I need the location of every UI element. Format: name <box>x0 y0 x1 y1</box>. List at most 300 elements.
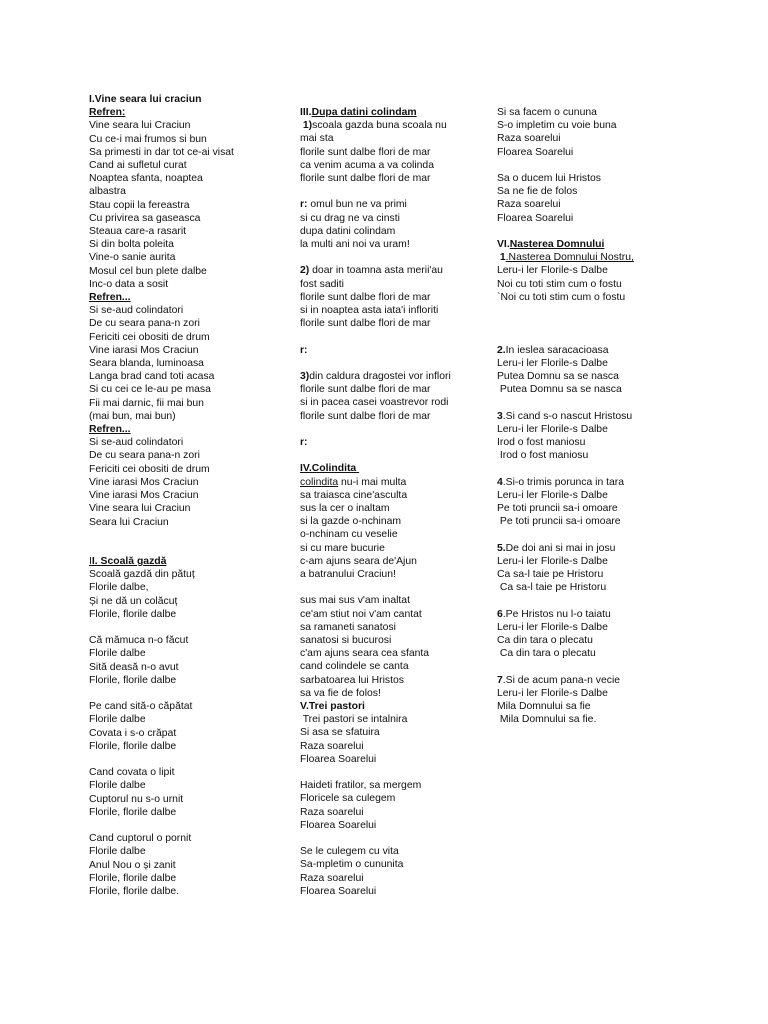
text-run: .Si de acum pana-n vecie <box>502 674 621 686</box>
text-run: sanatosi si bucurosi <box>300 635 392 647</box>
text-run: si cu drag ne va cinsti <box>300 212 400 224</box>
lyric-line <box>497 502 667 515</box>
lyric-line <box>89 634 289 647</box>
text-run: Florile, florile dalbe. <box>89 886 180 898</box>
lyric-line <box>89 185 289 198</box>
lyric-line <box>89 106 289 119</box>
text-run: si cu mare bucurie <box>300 542 385 554</box>
text-run: Noi cu toti stim cum o fostu <box>497 278 622 290</box>
text-run: ca venim acuma a va colinda <box>300 159 434 171</box>
lyric-line <box>497 264 667 277</box>
lyric-line <box>89 212 289 225</box>
text-run: Floarea Soarelui <box>300 885 377 897</box>
text-run: 1 <box>497 252 506 264</box>
text-run: Raza soarelui <box>300 740 364 752</box>
text-run: Si din bolta poleita <box>89 239 174 251</box>
lyric-line <box>300 753 475 766</box>
text-run: I.Vine seara lui craciun <box>89 94 202 105</box>
lyric-line <box>497 410 667 423</box>
lyric-line <box>89 251 289 264</box>
text-run: sa ramaneti sanatosi <box>300 621 396 633</box>
text-run: ce'am stiut noi v'am cantat <box>300 608 422 620</box>
text-run: Florile, florile dalbe <box>89 806 177 818</box>
text-run: Florile dalbe, <box>89 582 149 594</box>
text-run: doar in toamna asta merii'au <box>309 265 443 277</box>
lyric-line <box>89 489 289 502</box>
text-run: Vine-o sanie aurita <box>89 252 176 264</box>
text-run: 2) <box>300 265 310 277</box>
lyric-line <box>89 93 289 106</box>
lyric-line <box>89 568 289 581</box>
blank-line <box>300 449 475 462</box>
text-run: Steaua care-a rasarit <box>89 226 187 238</box>
lyric-line <box>89 779 289 792</box>
text-run: Vine iarasi Mos Craciun <box>89 476 199 488</box>
text-run: `Noi cu toti stim cum o fostu <box>497 291 626 303</box>
lyric-line <box>497 568 667 581</box>
text-run: Florile dalbe <box>89 780 146 792</box>
lyric-line <box>89 304 289 317</box>
lyric-line <box>497 185 667 198</box>
blank-line <box>497 594 667 607</box>
text-run: dupa datini colindam <box>300 225 396 237</box>
lyric-line <box>300 845 475 858</box>
text-run: Inc-o data a sosit <box>89 278 169 290</box>
blank-line <box>497 317 667 330</box>
lyric-line <box>300 647 475 660</box>
text-run: Leru-i ler Florile-s Dalbe <box>497 357 608 369</box>
lyric-line <box>300 106 475 119</box>
text-run: Cu ce-i mai frumos si bun <box>89 133 207 145</box>
lyric-line <box>89 476 289 489</box>
text-run: cand colindele se canta <box>300 661 409 673</box>
lyric-line <box>300 713 475 726</box>
text-run: Mila Domnului sa fie. <box>497 714 597 726</box>
text-run: Raza soarelui <box>300 872 364 884</box>
text-run: la multi ani noi va uram! <box>300 239 410 251</box>
lyric-line <box>300 304 475 317</box>
lyric-line <box>89 872 289 885</box>
lyric-line <box>497 647 667 660</box>
text-run: Cu privirea sa gaseasca <box>89 212 201 224</box>
lyric-line <box>497 106 667 119</box>
blank-line <box>300 423 475 436</box>
text-run: Florile, florile dalbe <box>89 674 177 686</box>
text-run: Pe cand sită-o căpătat <box>89 701 193 713</box>
text-run: sa va fie de folos! <box>300 687 381 699</box>
lyric-line <box>497 713 667 726</box>
text-run: c'am ajuns seara cea sfanta <box>300 648 430 660</box>
text-run: Florile dalbe <box>89 714 146 726</box>
lyric-line <box>89 806 289 819</box>
lyric-line <box>300 370 475 383</box>
lyric-line <box>300 621 475 634</box>
text-run: Cand ai sufletul curat <box>89 160 187 172</box>
text-run: Seara lui Craciun <box>89 516 169 528</box>
lyric-line <box>300 132 475 145</box>
text-run: din caldura dragostei vor inflori <box>309 371 451 382</box>
blank-line <box>497 159 667 172</box>
text-run: florile sunt dalbe flori de mar <box>300 318 431 330</box>
text-run: Refren: <box>89 107 126 119</box>
text-run: Vine iarasi Mos Craciun <box>89 344 199 356</box>
lyric-line <box>300 885 475 898</box>
lyric-line <box>89 225 289 238</box>
lyric-line <box>300 515 475 528</box>
lyric-line <box>89 317 289 330</box>
lyric-line <box>300 792 475 805</box>
text-run: Haideti fratilor, sa mergem <box>300 780 422 792</box>
text-run: c-am ajuns seara de'Ajun <box>300 555 417 567</box>
lyric-line <box>300 819 475 832</box>
blank-line <box>497 225 667 238</box>
lyric-line <box>497 383 667 396</box>
text-run: Raza soarelui <box>497 199 561 211</box>
lyric-line <box>89 199 289 212</box>
text-run: Ca sa-l taie pe Hristoru <box>497 582 607 594</box>
lyric-line <box>497 581 667 594</box>
text-run: Si cu cei ce le-au pe masa <box>89 384 211 396</box>
text-run: Si sa facem o cununa <box>497 107 597 118</box>
text-run: r: <box>300 199 308 211</box>
text-run: Cand covata o lipit <box>89 767 175 779</box>
text-run: III. <box>300 107 312 118</box>
text-run: Noaptea sfanta, noaptea <box>89 173 203 185</box>
blank-line <box>89 529 289 542</box>
text-run: 5. <box>497 542 506 554</box>
lyric-line <box>89 357 289 370</box>
lyric-line <box>89 172 289 185</box>
text-run: Putea Domnu sa se nasca <box>497 384 622 396</box>
text-run: Refren... <box>89 292 131 304</box>
text-run: si in pacea casei voastrevor rodi <box>300 397 449 409</box>
lyric-line <box>497 238 667 251</box>
text-run: scoala gazda buna scoala nu <box>312 120 447 132</box>
lyric-line <box>89 423 289 436</box>
text-run: Floarea Soarelui <box>497 212 574 224</box>
lyric-line <box>300 436 475 449</box>
lyric-line <box>89 727 289 740</box>
lyric-line <box>300 674 475 687</box>
text-run: Sa primesti in dar tot ce-ai visat <box>89 146 234 158</box>
blank-line <box>300 832 475 845</box>
text-run: IV.Colindita <box>300 463 360 475</box>
lyric-line <box>89 713 289 726</box>
lyric-line <box>89 370 289 383</box>
blank-line <box>89 819 289 832</box>
text-run: Florile, florile dalbe <box>89 872 177 884</box>
lyric-line <box>300 858 475 871</box>
text-run: In ieslea saracacioasa <box>505 344 609 356</box>
lyric-line <box>89 516 289 529</box>
text-run: Anul Nou o și zanit <box>89 859 176 871</box>
lyric-line <box>300 660 475 673</box>
lyric-line <box>89 238 289 251</box>
blank-line <box>89 542 289 555</box>
lyric-line <box>300 212 475 225</box>
text-run: mai sta <box>300 133 334 145</box>
blank-line <box>497 330 667 343</box>
lyric-line <box>497 278 667 291</box>
text-run: sus la cer o inaltam <box>300 503 390 514</box>
lyrics-column-left <box>89 93 289 898</box>
lyric-line <box>89 859 289 872</box>
lyric-line <box>89 502 289 515</box>
lyric-line <box>497 489 667 502</box>
lyric-line <box>300 410 475 423</box>
lyric-line <box>497 291 667 304</box>
lyric-line <box>300 502 475 515</box>
lyric-line <box>497 674 667 687</box>
lyric-line <box>497 542 667 555</box>
text-run: Leru-i ler Florile-s Dalbe <box>497 265 608 277</box>
lyric-line <box>89 740 289 753</box>
lyric-line <box>89 410 289 423</box>
blank-line <box>497 528 667 541</box>
lyric-line <box>497 515 667 528</box>
text-run: nu-i mai multa <box>338 476 407 488</box>
lyric-line <box>89 436 289 449</box>
text-run: Seara blanda, luminoasa <box>89 358 204 370</box>
lyric-line <box>300 555 475 568</box>
text-run: 7 <box>497 674 503 686</box>
lyric-line <box>300 634 475 647</box>
text-run: Langa brad cand toti acasa <box>89 371 215 383</box>
text-run: o-nchinam cu veselie <box>300 529 398 541</box>
lyric-line <box>89 383 289 396</box>
blank-line <box>497 396 667 409</box>
text-run: Floricele sa culegem <box>300 793 396 805</box>
text-run: si in noaptea asta iata'i infloriti <box>300 305 439 317</box>
text-run: Florile dalbe <box>89 846 146 858</box>
text-run: Pe toti pruncii sa-i omoare <box>497 502 618 514</box>
text-run: .Si-o trimis porunca in tara <box>502 476 625 488</box>
text-run: fost saditi <box>300 278 344 290</box>
text-run: Florile dalbe <box>89 648 146 660</box>
lyric-line <box>300 594 475 607</box>
text-run: Si se-aud colindatori <box>89 305 184 317</box>
text-run: Cuptorul nu s-o urnit <box>89 793 184 805</box>
lyric-line <box>497 449 667 462</box>
lyric-line <box>300 462 475 475</box>
lyric-line <box>497 370 667 383</box>
text-run: Se le culegem cu vita <box>300 846 399 858</box>
lyric-line <box>300 542 475 555</box>
text-run: .Pe Hristos nu l-o taiatu <box>502 608 611 620</box>
text-run: omul bun ne va primi <box>307 199 407 211</box>
text-run: Ca sa-l taie pe Hristoru <box>497 568 604 580</box>
lyric-line <box>497 172 667 185</box>
lyric-line <box>300 700 475 713</box>
lyric-line <box>300 396 475 409</box>
lyric-line <box>497 212 667 225</box>
text-run: albastra <box>89 186 126 198</box>
text-run: Cand cuptorul o pornit <box>89 833 192 845</box>
text-run: De cu seara pana-n zori <box>89 450 200 462</box>
blank-line <box>497 660 667 673</box>
lyric-line <box>497 476 667 489</box>
text-run: I <box>89 556 92 568</box>
lyric-line <box>89 595 289 608</box>
text-run: De doi ani si mai in josu <box>505 542 616 554</box>
lyric-line <box>497 344 667 357</box>
text-run: Sa-mpletim o cununita <box>300 859 404 871</box>
blank-line <box>300 185 475 198</box>
lyric-line <box>89 463 289 476</box>
text-run: Si se-aud colindatori <box>89 437 184 449</box>
text-run: Leru-i ler Florile-s Dalbe <box>497 423 608 435</box>
lyric-line <box>89 766 289 779</box>
text-run: Florile, florile dalbe <box>89 608 177 620</box>
text-run: Putea Domnu sa se nasca <box>497 370 619 382</box>
lyric-line <box>300 740 475 753</box>
lyric-line <box>89 278 289 291</box>
blank-line <box>300 251 475 264</box>
lyric-line <box>300 146 475 159</box>
text-run: Raza soarelui <box>497 133 561 145</box>
text-run: sus mai sus v'am inaltat <box>300 595 410 607</box>
text-run: Și ne dă un colăcuț <box>89 595 178 607</box>
lyric-line <box>89 159 289 172</box>
lyric-line <box>89 661 289 674</box>
lyric-line <box>300 278 475 291</box>
lyric-line <box>300 726 475 739</box>
text-run: Vine seara lui Craciun <box>89 503 191 515</box>
lyrics-column-middle <box>300 106 475 898</box>
lyric-line <box>300 806 475 819</box>
blank-line <box>89 687 289 700</box>
lyric-line <box>89 331 289 344</box>
lyric-line <box>497 436 667 449</box>
lyric-line <box>89 581 289 594</box>
text-run: Scoală gazdă din pătuț <box>89 569 195 581</box>
text-run: Sa ne fie de folos <box>497 186 578 198</box>
lyric-line <box>89 700 289 713</box>
text-run: r: <box>300 437 308 448</box>
lyric-line <box>89 119 289 132</box>
lyric-line <box>300 159 475 172</box>
lyric-line <box>497 251 667 264</box>
text-run: Florile, florile dalbe <box>89 740 177 752</box>
lyric-line <box>497 423 667 436</box>
text-run: Si asa se sfatuira <box>300 727 380 739</box>
blank-line <box>300 581 475 594</box>
text-run: Fericiti cei obositi de drum <box>89 331 210 343</box>
lyric-line <box>300 317 475 330</box>
text-run: Sa o ducem lui Hristos <box>497 173 601 184</box>
text-run: Leru-i ler Florile-s Dalbe <box>497 621 608 633</box>
lyric-line <box>89 845 289 858</box>
text-run: florile sunt dalbe flori de mar <box>300 410 431 422</box>
lyric-line <box>300 779 475 792</box>
text-run: S-o impletim cu voie buna <box>497 120 617 132</box>
lyric-line <box>497 357 667 370</box>
text-run: Mosul cel bun plete dalbe <box>89 265 207 277</box>
text-run: Mila Domnului sa fie <box>497 700 591 712</box>
lyric-line <box>89 832 289 845</box>
lyric-line <box>497 119 667 132</box>
lyric-line <box>300 225 475 238</box>
lyric-line <box>89 344 289 357</box>
lyric-line <box>497 132 667 145</box>
text-run: 3) <box>300 371 310 382</box>
text-run: Stau copii la fereastra <box>89 199 190 211</box>
text-run: Floarea Soarelui <box>300 819 377 831</box>
lyric-line <box>89 291 289 304</box>
lyric-line <box>497 700 667 713</box>
text-run: VI. <box>497 239 510 250</box>
text-run: 6 <box>497 608 503 620</box>
lyric-line <box>89 146 289 159</box>
lyric-line <box>300 476 475 489</box>
text-run: Vine seara lui Craciun <box>89 120 191 132</box>
text-run: Covata i s-o crăpat <box>89 727 177 739</box>
text-run: Refren... <box>89 424 131 436</box>
text-run: Că mămuca n-o făcut <box>89 635 189 647</box>
text-run: (mai bun, mai bun) <box>89 410 176 422</box>
lyric-line <box>300 172 475 185</box>
text-run: 3 <box>497 410 503 422</box>
text-run: sarbatoarea lui Hristos <box>300 674 404 686</box>
blank-line <box>300 766 475 779</box>
text-run: r: <box>300 344 308 356</box>
lyric-line <box>89 133 289 146</box>
text-run: Dupa datini colindam <box>311 107 417 118</box>
lyric-line <box>89 608 289 621</box>
text-run: V.Trei pastori <box>300 701 365 713</box>
text-run: a batranului Craciun! <box>300 569 396 581</box>
text-run: Nasterea Domnului <box>509 239 605 250</box>
text-run: florile sunt dalbe flori de mar <box>300 173 431 185</box>
lyric-line <box>89 647 289 660</box>
lyric-line <box>497 687 667 700</box>
lyric-line <box>300 568 475 581</box>
text-run: 2. <box>497 344 506 356</box>
lyric-line <box>497 146 667 159</box>
blank-line <box>89 621 289 634</box>
text-run: De cu seara pana-n zori <box>89 318 200 330</box>
text-run: Pe toti pruncii sa-i omoare <box>497 516 621 528</box>
lyric-line <box>300 238 475 251</box>
text-run: Raza soarelui <box>300 806 364 818</box>
text-run: Fii mai darnic, fii mai bun <box>89 397 204 409</box>
lyric-line <box>497 621 667 634</box>
text-run: .Si cand s-o nascut Hristosu <box>502 410 633 422</box>
lyric-line <box>300 383 475 396</box>
text-run: colindita <box>300 476 339 488</box>
lyric-line <box>89 555 289 568</box>
text-run: Irod o fost maniosu <box>497 436 586 448</box>
lyric-line <box>89 449 289 462</box>
blank-line <box>497 304 667 317</box>
text-run: florile sunt dalbe flori de mar <box>300 291 431 303</box>
text-run: Sită deasă n-o avut <box>89 661 179 673</box>
text-run: 4 <box>497 476 503 488</box>
text-run: Floarea Soarelui <box>497 146 574 158</box>
lyric-line <box>300 344 475 357</box>
lyric-line <box>300 872 475 885</box>
text-run: I. Scoală gazdă <box>91 556 167 568</box>
lyric-line <box>300 528 475 541</box>
text-run: florile sunt dalbe flori de mar <box>300 384 431 396</box>
lyric-line <box>300 119 475 132</box>
text-run: Ca din tara o plecatu <box>497 634 593 646</box>
lyric-line <box>89 674 289 687</box>
text-run: Floarea Soarelui <box>300 753 377 765</box>
lyric-line <box>89 265 289 278</box>
lyric-line <box>497 198 667 211</box>
text-run: Leru-i ler Florile-s Dalbe <box>497 489 608 501</box>
